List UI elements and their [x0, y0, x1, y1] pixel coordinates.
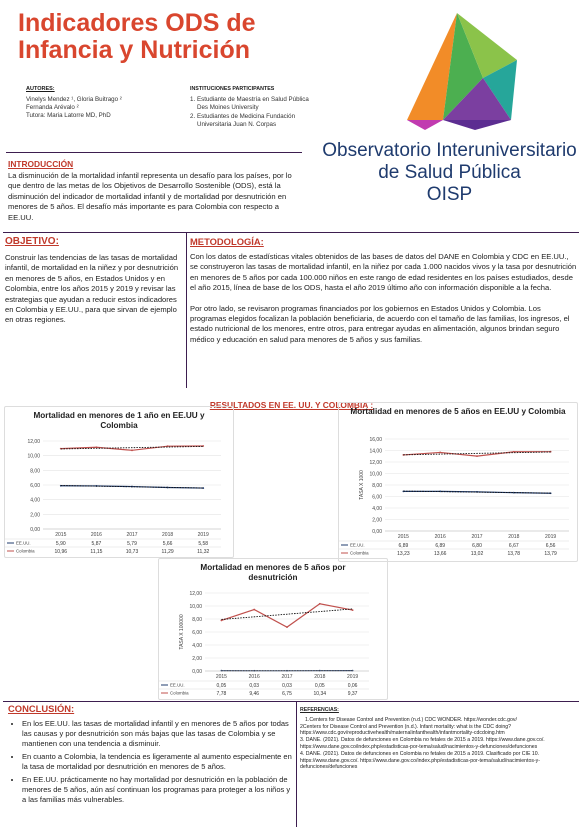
institutions-label: INSTITUCIONES PARTICIPANTES — [190, 86, 275, 92]
conclusion-item: • En cuanto a Colombia, la tendencia es ligeramente al aumento especialmente en la tasa de mortalidad por desnutrición en menores de 5 años. — [22, 752, 294, 772]
y-tick-label: 10,00 — [27, 453, 40, 460]
data-label: 13,02 — [470, 551, 484, 557]
legend-label: EE.UU. — [16, 540, 31, 546]
y-axis-label: TASA X 100000 — [179, 614, 185, 650]
legend-label: Colombia — [170, 690, 189, 696]
data-label: 10,34 — [313, 691, 327, 697]
y-tick-label: 2,00 — [192, 656, 202, 662]
legend-label: Colombia — [350, 550, 369, 556]
data-label: 6,67 — [508, 543, 519, 549]
y-tick-label: 12,00 — [189, 591, 202, 597]
institution-item: 1. Estudiante de Maestría en Salud Pública Des Moines University — [190, 96, 309, 112]
references-heading: REFERENCIAS: — [300, 707, 339, 713]
conclusion-item: • En los EE.UU. las tasas de mortalidad infantil y en menores de 5 años por todas las causas y por desnutrición son más bajas que las tasas de Colombia y se mantienen con una tendencia a disminuir. — [22, 719, 294, 749]
y-tick-label: 12,00 — [27, 439, 40, 445]
x-tick-label: 2017 — [471, 534, 483, 540]
data-label: 11,32 — [197, 549, 210, 555]
conclusion-item: • En EE.UU. prácticamente no hay mortalidad por desnutrición en la población de menores de 5 años, aún así continuan los programas para proteger a los niños y a las familias más vulnerables. — [22, 775, 294, 805]
legend-label: EE.UU. — [170, 682, 185, 688]
data-label: 5,87 — [91, 541, 102, 547]
methodology-para-2: Por otro lado, se revisaron programas financiados por los gobiernos en Estados Unidos y Colombia. Los programas elegidos focalizan la población beneficiaria, de acuerdo con el tamaño de las familias, los ingresos, el estado nutricional de los menores, entre otros, para entregar ayudas en alimentación, algunos brindan seguro médico y educación en salud para menores de 5 años y sus familias. — [190, 303, 570, 344]
data-point — [352, 609, 354, 611]
data-label: 6,56 — [545, 543, 556, 549]
data-label: 13,79 — [544, 551, 557, 557]
bottom-column-divider — [296, 702, 297, 827]
data-point — [253, 609, 255, 611]
chart-3-svg — [159, 587, 387, 699]
x-tick-label: 2019 — [347, 674, 359, 680]
y-tick-label: 2,00 — [372, 517, 382, 524]
chart-malnutrition-mortality — [158, 558, 388, 700]
title-line-1: Indicadores ODS de — [18, 9, 256, 37]
data-label: 5,79 — [127, 541, 137, 547]
objective-text: Construir las tendencias de las tasas de mortalidad infantil, de mortalidad en la niñez y por desnutrición en menores de 5 años, en Estados Unidos y en Colombia, entre los años 2015 y 2019 y revisar las estrategias que ayudan a reducir estos indicadores en Colombia y EE.UU., para que sirvan de ejemplo en otras regiones. — [5, 253, 179, 325]
data-label: 0,06 — [347, 683, 358, 689]
data-label: 11,15 — [90, 549, 103, 555]
reference-item: 2Centers for Disease Control and Prevention (n.d.). Infant mortality: what is the CDC doing? https://www.cdc.gov/reproductivehealth/maternalinfanthealth/infantmortality-cdcdoing.htm — [300, 723, 512, 737]
data-label: 5,66 — [162, 541, 173, 547]
intro-heading: INTRODUCCIÓN — [8, 159, 74, 169]
data-label: 5,90 — [55, 541, 66, 547]
data-label: 6,80 — [472, 543, 482, 549]
y-tick-label: 12,00 — [369, 460, 382, 466]
y-tick-label: 8,00 — [192, 617, 202, 623]
y-tick-label: 0,00 — [30, 527, 40, 533]
results-heading: RESULTADOS EN EE. UU. Y COLOMBIA : — [209, 400, 374, 410]
page-title — [18, 10, 318, 64]
y-tick-label: 6,00 — [192, 630, 202, 636]
data-label: 9,37 — [347, 691, 358, 697]
data-point — [131, 449, 133, 451]
institutions-list — [190, 96, 315, 129]
x-tick-label: 2015 — [55, 532, 67, 538]
conclusion-list — [8, 719, 294, 805]
data-label: 0,03 — [249, 683, 260, 689]
authors-line-1: Vinelys Mendez ¹, Gloria Buitrago ² — [26, 96, 122, 103]
authors-block — [26, 86, 191, 120]
data-point — [286, 626, 288, 628]
y-tick-label: 0,00 — [192, 669, 202, 675]
column-divider — [186, 233, 187, 388]
institutions-block — [190, 86, 315, 129]
series-line-colombia — [221, 604, 352, 627]
data-label: 10,96 — [54, 549, 68, 555]
legend-label: EE.UU. — [350, 542, 365, 548]
y-tick-label: 6,00 — [372, 494, 382, 501]
reference-item: 4. DANE. (2021). Datos de defunciones en Colombia no fetales de 2015 a 2019. Clasificado por CIE 10. https://www.dane.gov.co/. https://www.dane.gov.co/index.php/estadisticas-por-tema/salud/nacimientos-y-defunciones/defunciones — [300, 750, 540, 771]
chart-2-svg — [339, 433, 577, 561]
conclusion-section — [8, 703, 294, 808]
chart-under5-mortality — [338, 402, 578, 562]
methodology-para-1: Con los datos de estadísticas vitales obtenidos de las bases de datos del DANE en Colombia y CDC en EE.UU., se construyeron las tasas de mortalidad infantil, en la niñez por cada 1.000 nacidos vivos y la tasa por desnutrición en menores de 5 años por cada 100.000 niños en este rango de edad residentes en los países estudiados, desde el año 2015, línea de base de los ODS, hasta el año 2019 último año con información disponible a la fecha. — [190, 252, 577, 293]
y-tick-label: 10,00 — [189, 604, 202, 610]
reference-item: 3. DANE. (2021). Datos de defunciones en Colombia no fetales de 2015 a 2019. https://www.dane.gov.co/. https://www.dane.gov.co/index.php/estadisticas-por-tema/salud/nacimientos-y-defunciones/defunciones — [300, 737, 545, 750]
data-label: 0,03 — [282, 683, 292, 689]
x-tick-label: 2019 — [545, 534, 557, 540]
y-tick-label: 6,00 — [30, 483, 40, 489]
data-label: 6,89 — [398, 543, 409, 549]
x-tick-label: 2018 — [162, 532, 174, 538]
x-tick-label: 2015 — [215, 674, 227, 680]
title-line-2: Infancia y Nutrición — [18, 36, 250, 64]
conclusion-heading: CONCLUSIÓN: — [8, 703, 75, 714]
chart-1-svg — [5, 435, 233, 557]
authors-line-2: Fernanda Arévalo ² — [26, 104, 79, 111]
data-label: 6,75 — [282, 691, 292, 697]
authors-label: AUTORES: — [26, 86, 55, 92]
methodology-section — [190, 236, 577, 345]
intro-section — [8, 159, 304, 223]
data-point — [439, 452, 441, 454]
data-label: 10,73 — [125, 549, 139, 555]
oisp-logo-icon — [395, 8, 525, 130]
x-tick-label: 2016 — [248, 674, 260, 680]
data-label: 13,23 — [397, 551, 410, 557]
data-label: 11,29 — [161, 549, 174, 555]
intro-text: La disminución de la mortalidad infantil representa un desafío para los países, por lo que dentro de las metas de los Objetivos de Desarrollo Sostenible (ODS), está la disminución del indicador de mortalidad infantil y de mortalidad por desnutrición en menores de 5 años. El desafío más importante es para Colombia con respecto a EE.UU. — [8, 171, 292, 222]
y-axis-label: TASA X 1000 — [359, 470, 365, 500]
y-tick-label: 4,00 — [192, 643, 202, 649]
x-tick-label: 2017 — [126, 532, 138, 538]
data-label: 6,89 — [435, 543, 446, 549]
x-tick-label: 2017 — [281, 674, 293, 680]
y-tick-label: 16,00 — [369, 437, 382, 443]
x-tick-label: 2019 — [197, 532, 209, 538]
authors-line-3: Tutora: Maria Latorre MD, PhD — [26, 112, 111, 119]
x-tick-label: 2016 — [434, 534, 446, 540]
data-label: 13,78 — [507, 551, 521, 557]
y-tick-label: 8,00 — [372, 483, 382, 489]
data-label: 0,05 — [216, 683, 227, 689]
chart-infant-mortality — [4, 406, 234, 558]
data-label: 5,58 — [198, 541, 209, 547]
data-label: 13,66 — [433, 551, 447, 557]
org-name: Observatorio Interuniversitario de Salud Pública OISP — [322, 140, 577, 205]
chart-1-title: Mortalidad en menores de 1 año en EE.UU y Colombia — [33, 411, 205, 430]
legend-label: Colombia — [16, 548, 35, 554]
x-tick-label: 2016 — [90, 532, 102, 538]
header-divider — [6, 152, 302, 153]
objective-heading: OBJETIVO: — [5, 236, 59, 247]
y-tick-label: 14,00 — [369, 448, 382, 455]
institution-item: 2. Estudiantes de Medicina Fundación Universitaria Juan N. Corpas — [190, 112, 296, 128]
chart-3-title: Mortalidad en menores de 5 años por desnutrición — [200, 563, 346, 582]
x-tick-label: 2015 — [397, 534, 409, 540]
reference-item: 1.Centers for Disease Control and Prevention (n.d.) CDC WONDER. https://wonder.cdc.gov/ — [305, 716, 517, 723]
section-divider — [3, 232, 579, 233]
y-tick-label: 8,00 — [30, 468, 40, 475]
y-tick-label: 4,00 — [30, 497, 40, 504]
y-tick-label: 4,00 — [372, 506, 382, 512]
y-tick-label: 0,00 — [372, 529, 382, 535]
data-point — [476, 455, 478, 457]
bottom-divider — [3, 701, 579, 702]
data-label: 0,05 — [314, 683, 325, 689]
references-section — [300, 707, 578, 771]
methodology-heading: METODOLOGÍA: — [190, 236, 264, 247]
y-tick-label: 2,00 — [30, 512, 40, 519]
objective-section — [5, 236, 183, 326]
data-point — [319, 603, 321, 605]
data-label: 9,46 — [249, 691, 260, 697]
x-tick-label: 2018 — [508, 534, 520, 540]
y-tick-label: 10,00 — [369, 471, 382, 478]
x-tick-label: 2018 — [314, 674, 326, 680]
data-label: 7,78 — [216, 691, 227, 697]
chart-2-title: Mortalidad en menores de 5 años en EE.UU y Colombia — [350, 407, 566, 416]
